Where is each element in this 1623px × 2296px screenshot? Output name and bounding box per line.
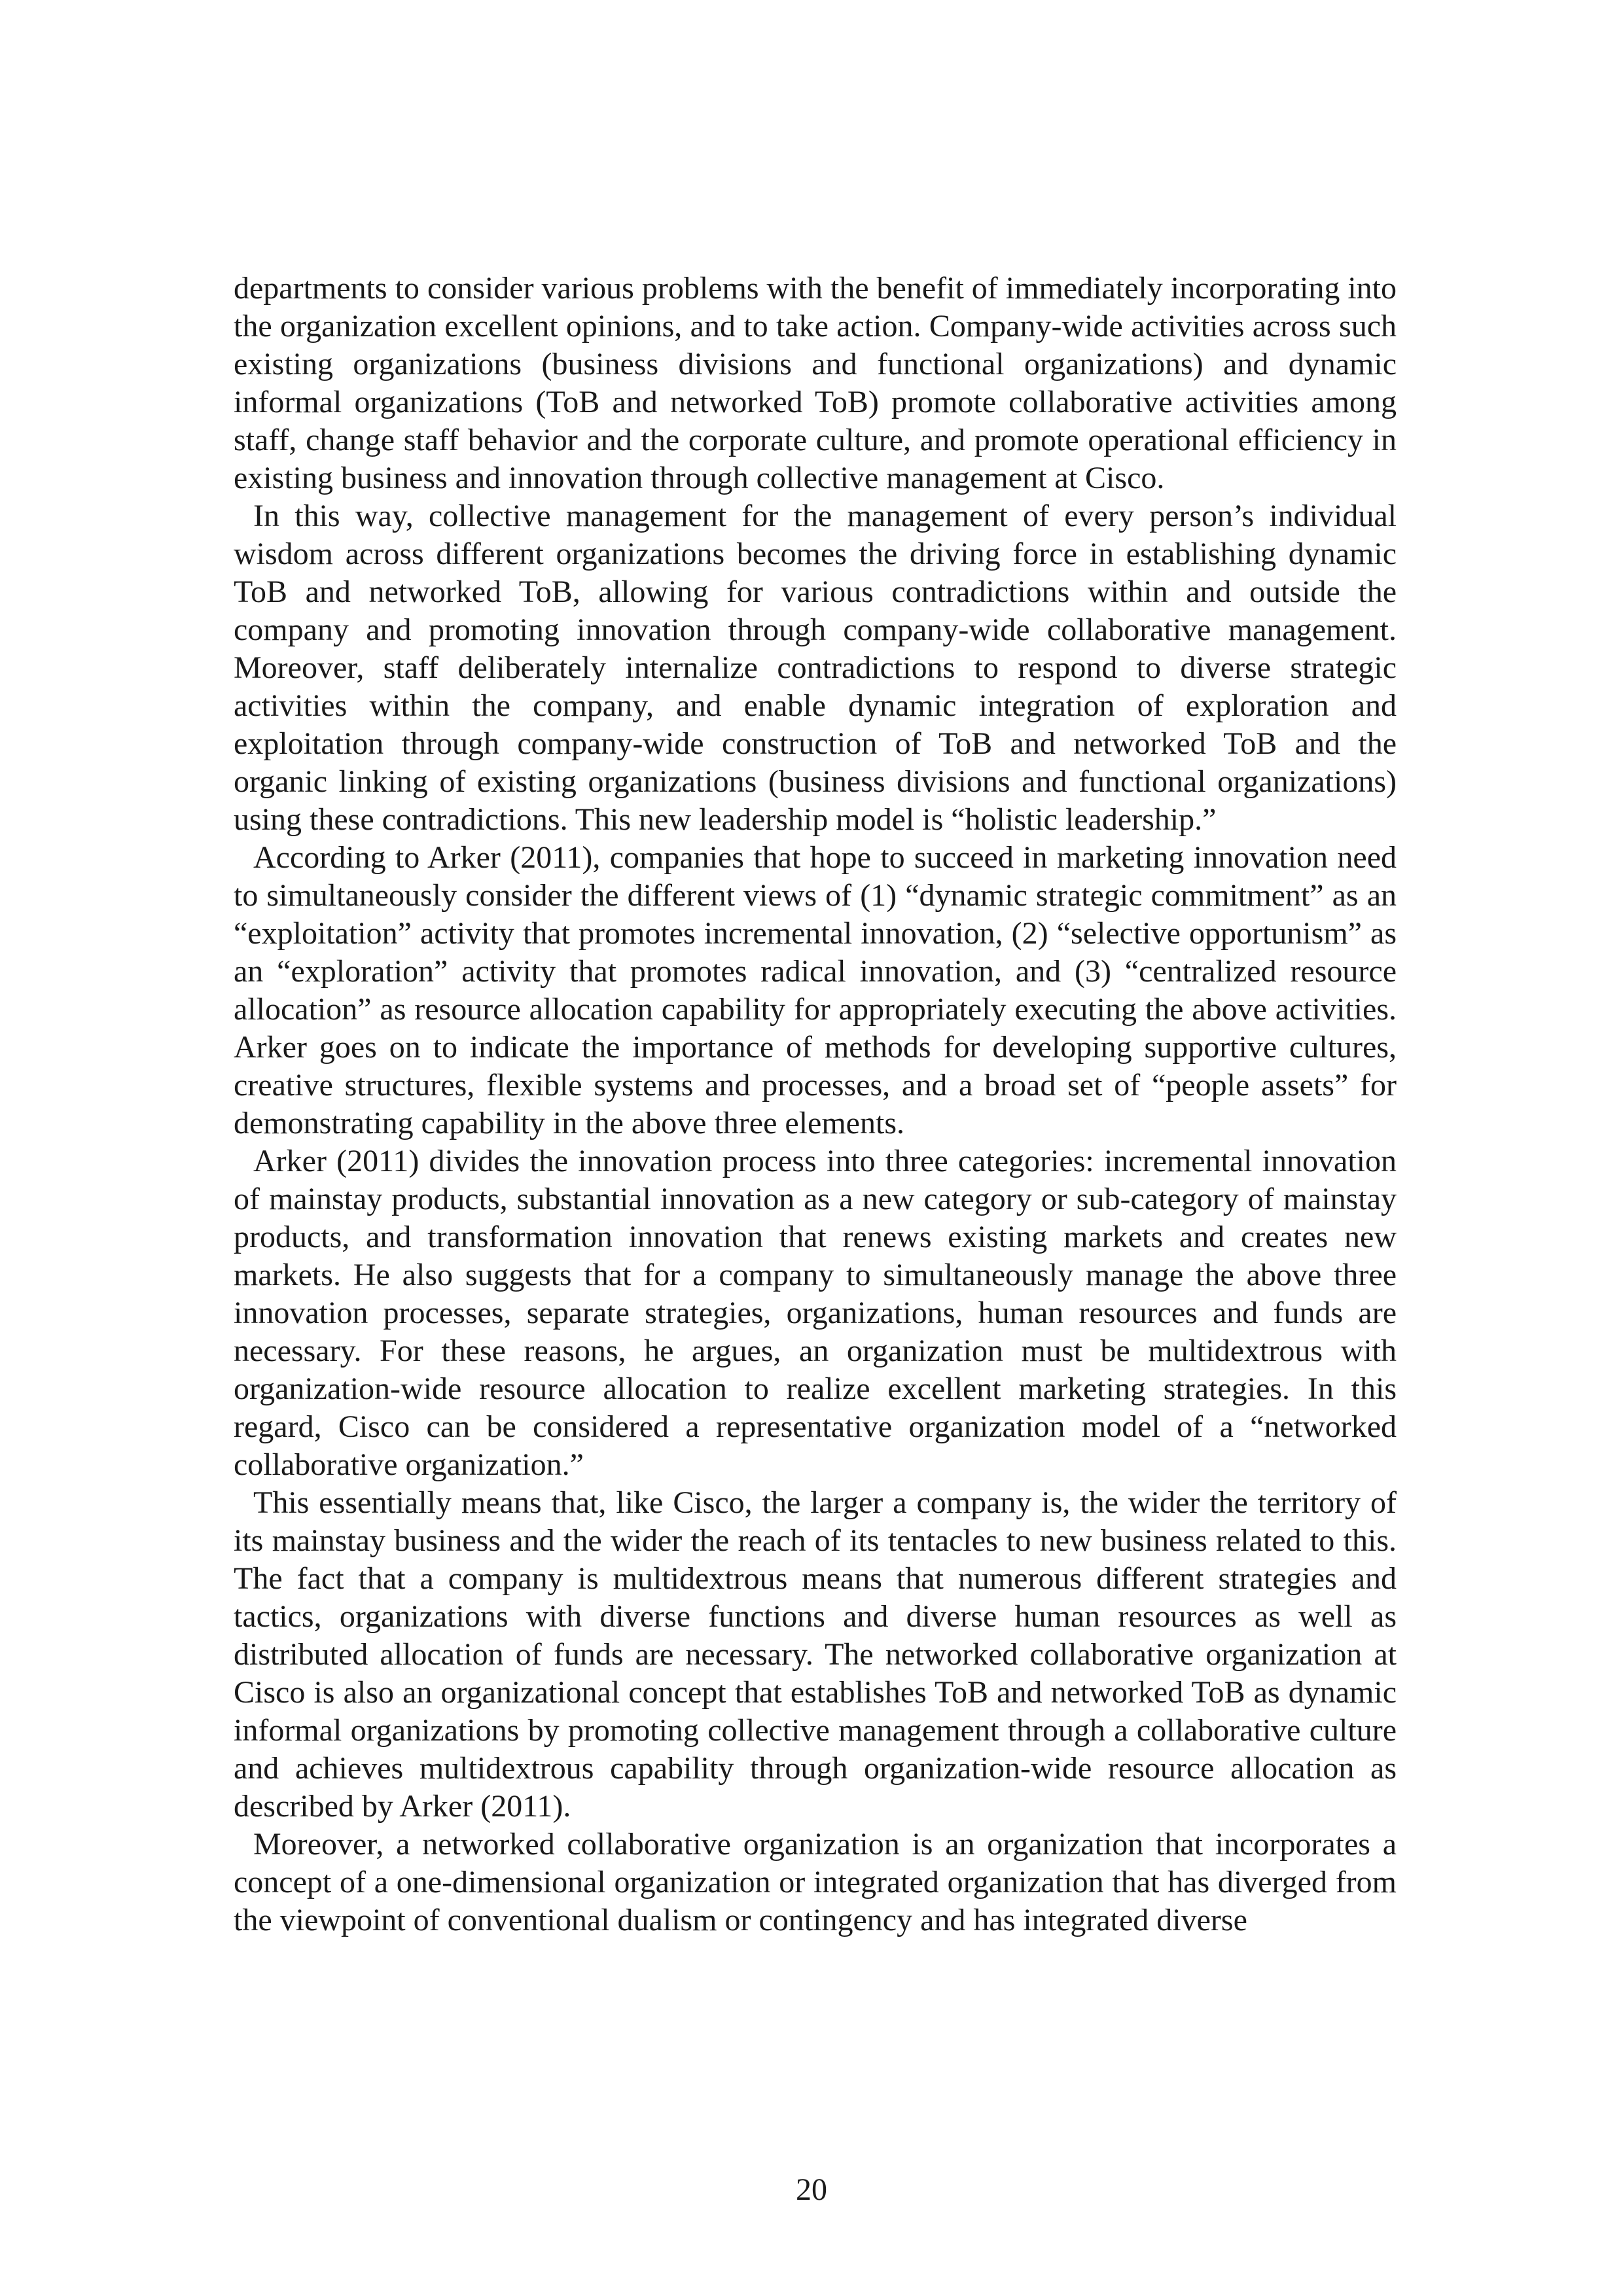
paragraph-arker-marketing-innovation: According to Arker (2011), companies that hope to succeed in marketing innovation need to simultaneously consider the different views of (1) “dynamic strategic commitment” as an “exploitation” activity that promotes incremental innovation, (2) “selective opportunism” as an “exploration” activity that promotes radical innovation, and (3) “centralized resource allocation” as resource allocation capability for appropriately executing the above activities. Arker goes on to indicate the importance of methods for developing supportive cultures, creative structures, flexible systems and processes, and a broad set of “people assets” for demonstrating capability in the above three elements. [234,840,1397,1140]
body-text [234,270,1397,1939]
page-number: 20 [796,2172,827,2207]
paragraph-continuation: departments to consider various problems with the benefit of immediately incorporating into the organization excellent opinions, and to take action. Company-wide activities across such existing organizations (business divisions and functional organizations) and dynamic informal organizations (ToB and networked ToB) promote collaborative activities among staff, change staff behavior and the corporate culture, and promote operational efficiency in existing business and innovation through collective management at Cisco. [234,271,1397,495]
paragraph-arker-innovation-process: Arker (2011) divides the innovation process into three categories: incremental innovation of mainstay products, substantial innovation as a new category or sub-category of mainstay products, and transformation innovation that renews existing markets and creates new markets. He also suggests that for a company to simultaneously manage the above three innovation processes, separate strategies, organizations, human resources and funds are necessary. For these reasons, he argues, an organization must be multidextrous with organization-wide resource allocation to realize excellent marketing strategies. In this regard, Cisco can be considered a representative organization model of a “networked collaborative organization.” [234,1144,1397,1482]
paragraph-multidextrous: This essentially means that, like Cisco, the larger a company is, the wider the territory of its mainstay business and the wider the reach of its tentacles to new business related to this. The fact that a company is multidextrous means that numerous different strategies and tactics, organizations with diverse functions and diverse human resources as well as distributed allocation of funds are necessary. The networked collaborative organization at Cisco is also an organizational concept that establishes ToB and networked ToB as dynamic informal organizations by promoting collective management through a collaborative culture and achieves multidextrous capability through organization-wide resource allocation as described by Arker (2011). [234,1485,1397,1824]
paragraph-networked-collaborative-organization: Moreover, a networked collaborative organization is an organization that incorporates a concept of a one-dimensional organization or integrated organization that has diverged from the viewpoint of conventional dualism or contingency and has integrated diverse [234,1827,1397,1937]
paragraph-collective-management: In this way, collective management for the management of every person’s individual wisdom across different organizations becomes the driving force in establishing dynamic ToB and networked ToB, allowing for various contradictions within and outside the company and promoting innovation through company-wide collaborative management. Moreover, staff deliberately internalize contradictions to respond to diverse strategic activities within the company, and enable dynamic integration of exploration and exploitation through company-wide construction of ToB and networked ToB and the organic linking of existing organizations (business divisions and functional organizations) using these contradictions. This new leadership model is “holistic leadership.” [234,499,1397,837]
